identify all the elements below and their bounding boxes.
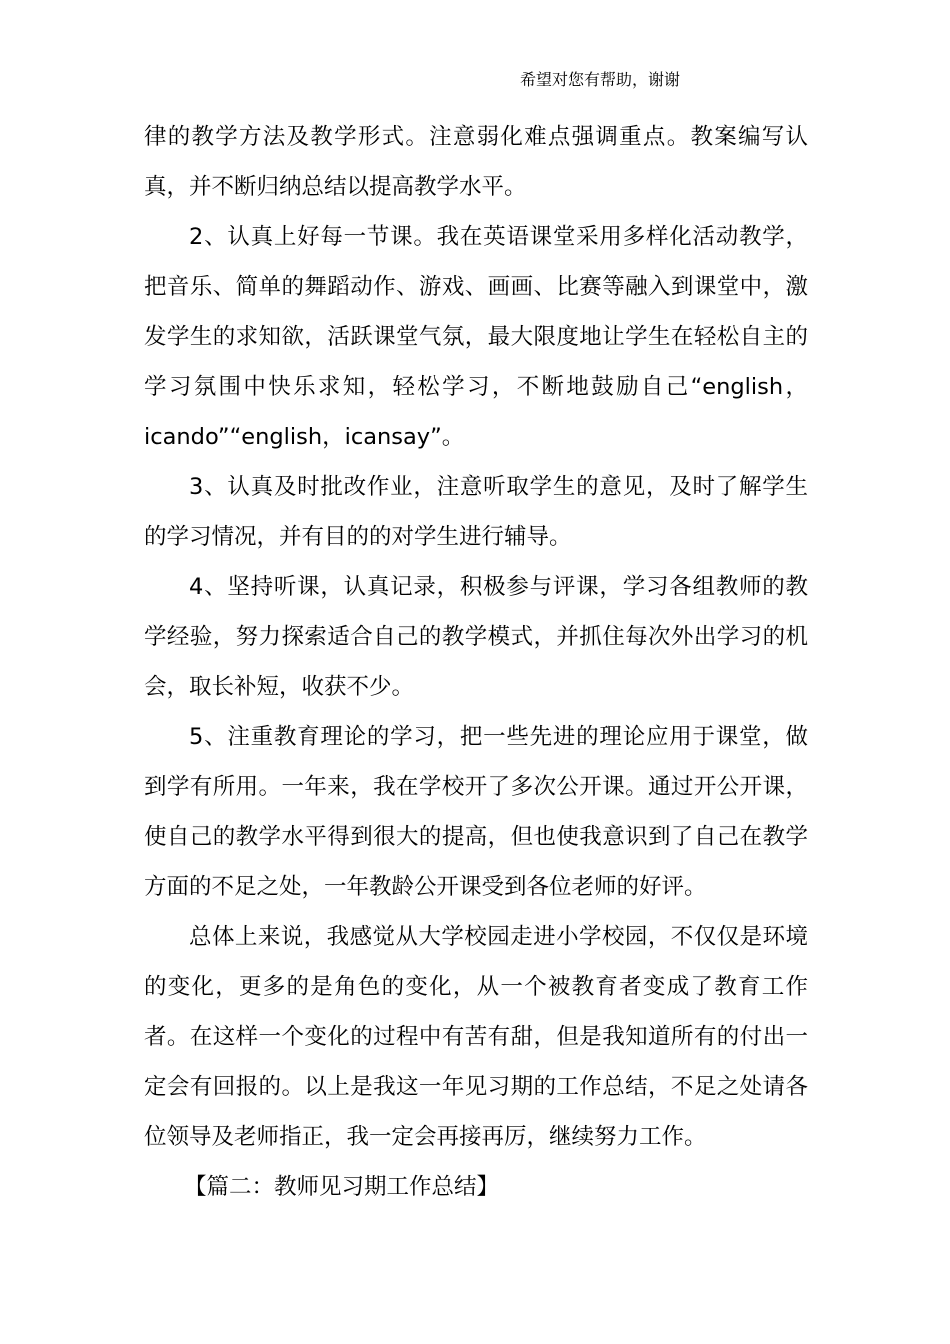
paragraph-continuation: 律的教学方法及教学形式。注意弱化难点强调重点。教案编写认真，并不断归纳总结以提高教学水平。: [144, 124, 808, 200]
paragraph-item-3: 3、认真及时批改作业，注意听取学生的意见，及时了解学生的学习情况，并有目的的对学生进行辅导。: [144, 474, 808, 550]
paragraph-item-2: 2、认真上好每一节课。我在英语课堂采用多样化活动教学，把音乐、简单的舞蹈动作、游戏、画画、比赛等融入到课堂中，激发学生的求知欲，活跃课堂气氛，最大限度地让学生在轻松自主的学习氛围中快乐求知，轻松学习，不断地鼓励自己“english，icando”“english，icansay”。: [144, 224, 808, 450]
section-heading: 【篇二：教师见习期工作总结】: [184, 1174, 500, 1200]
header-note: 希望对您有帮助，谢谢: [520, 70, 681, 89]
paragraph-summary: 总体上来说，我感觉从大学校园走进小学校园，不仅仅是环境的变化，更多的是角色的变化，从一个被教育者变成了教育工作者。在这样一个变化的过程中有苦有甜，但是我知道所有的付出一定会有回报的。以上是我这一年见习期的工作总结，不足之处请各位领导及老师指正，我一定会再接再厉，继续努力工作。: [144, 924, 808, 1150]
document-body: [144, 112, 808, 1212]
paragraph-item-5: 5、注重教育理论的学习，把一些先进的理论应用于课堂，做到学有所用。一年来，我在学校开了多次公开课。通过开公开课，使自己的教学水平得到很大的提高，但也使我意识到了自己在教学方面的不足之处，一年教龄公开课受到各位老师的好评。: [144, 724, 808, 900]
paragraph-item-4: 4、坚持听课，认真记录，积极参与评课，学习各组教师的教学经验，努力探索适合自己的教学模式，并抓住每次外出学习的机会，取长补短，收获不少。: [144, 574, 808, 700]
